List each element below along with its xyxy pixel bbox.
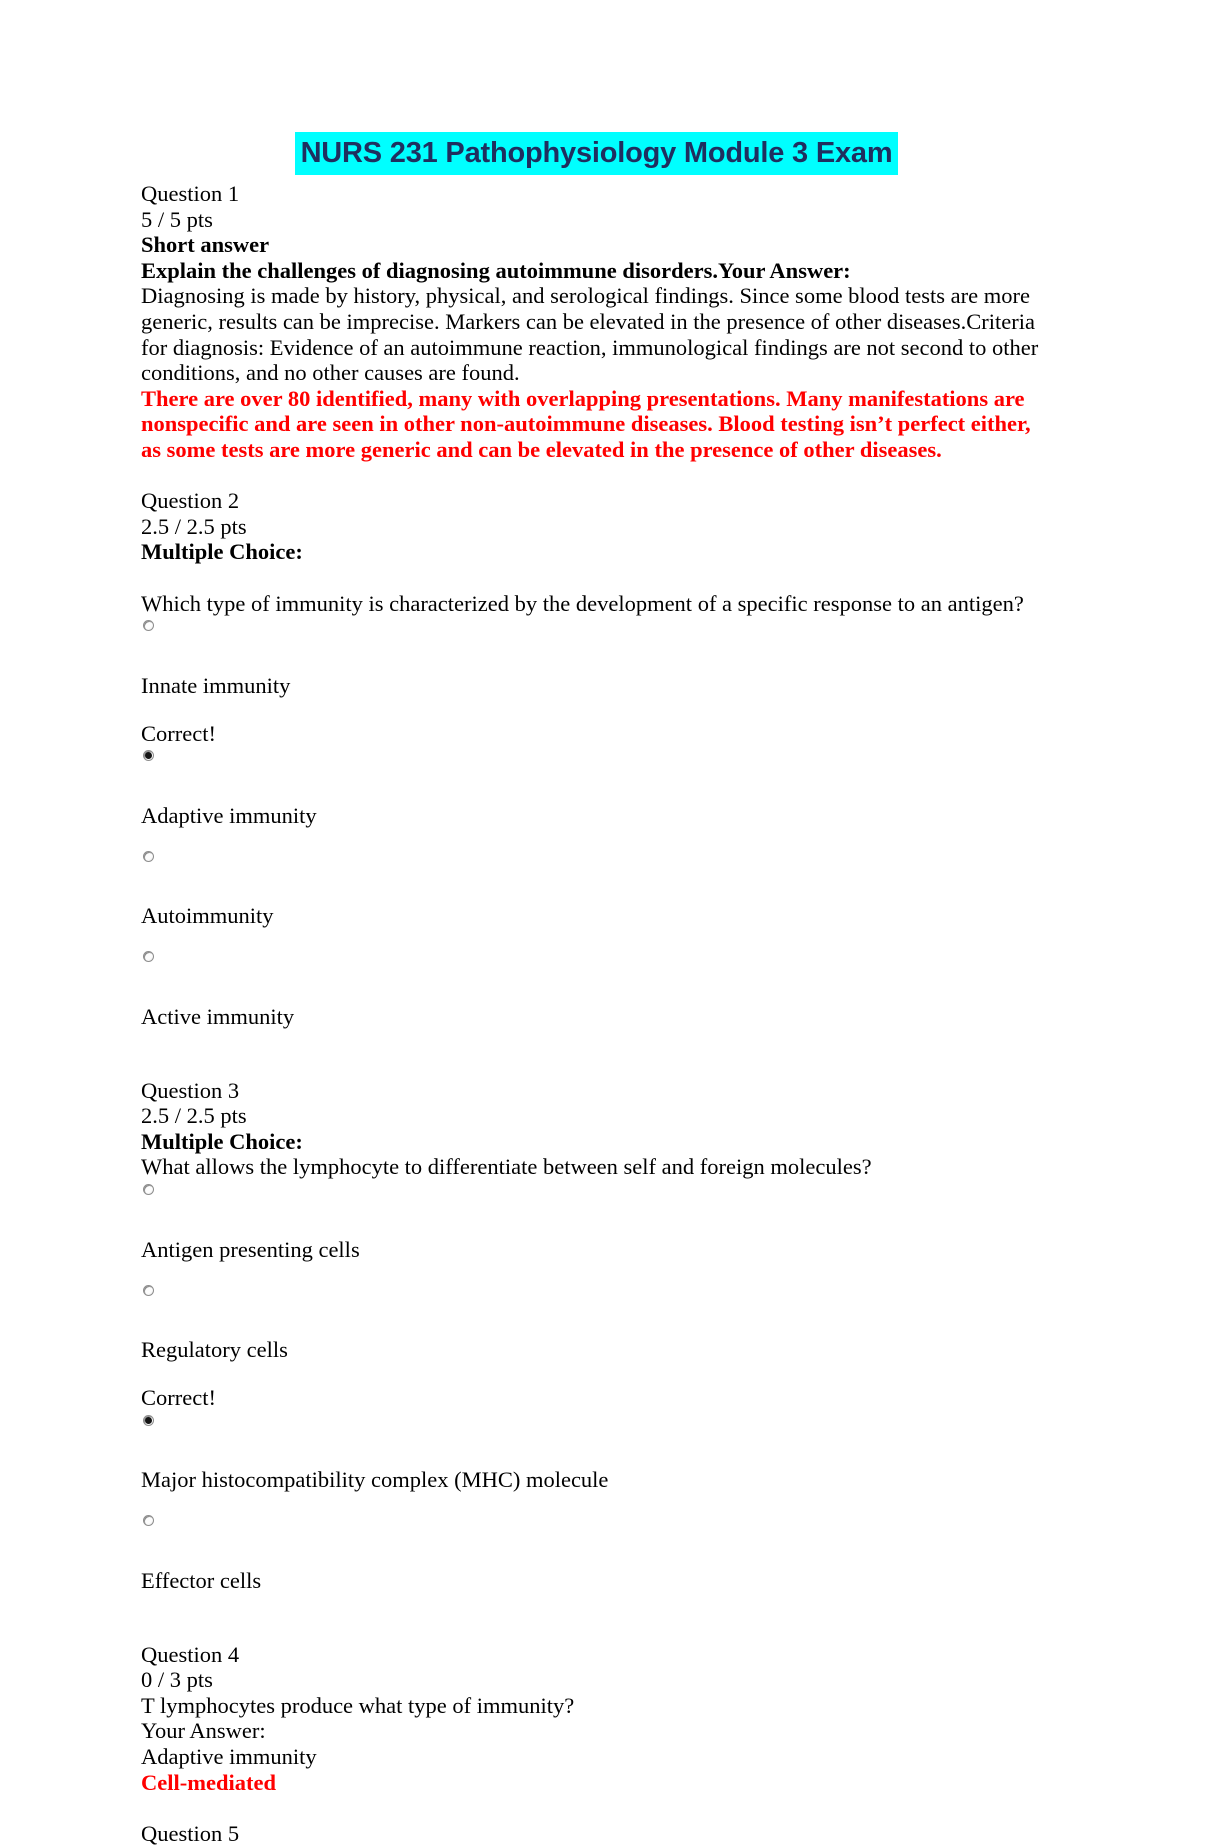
answer-option[interactable] bbox=[141, 1415, 1052, 1493]
option-gap bbox=[141, 1195, 1052, 1214]
answer-option[interactable] bbox=[141, 1515, 1052, 1593]
answer-option-label: Antigen presenting cells bbox=[141, 1236, 360, 1262]
instructor-feedback: Cell-mediated bbox=[141, 1769, 276, 1795]
answer-option-label: Regulatory cells bbox=[141, 1337, 288, 1363]
question-type-label: Multiple Choice: bbox=[141, 1128, 303, 1154]
student-answer-text: Adaptive immunity bbox=[141, 1743, 317, 1769]
option-gap bbox=[141, 1526, 1052, 1545]
correct-marker: Correct! bbox=[141, 720, 216, 746]
question-points: 5 / 5 pts bbox=[141, 206, 213, 232]
option-gap bbox=[141, 1426, 1052, 1445]
option-gap bbox=[141, 1296, 1052, 1315]
question-prompt: What allows the lymphocyte to differentiate between self and foreign molecules? bbox=[141, 1154, 872, 1180]
question-points: 0 / 3 pts bbox=[141, 1667, 213, 1693]
question-block-2 bbox=[141, 488, 1052, 1029]
answer-option-label: Active immunity bbox=[141, 1003, 295, 1029]
page-title: NURS 231 Pathophysiology Module 3 Exam bbox=[295, 132, 899, 175]
radio-button-icon[interactable] bbox=[143, 851, 154, 862]
question-type-label: Multiple Choice: bbox=[141, 539, 303, 565]
instructor-feedback: There are over 80 identified, many with overlapping presentations. Many manifestations are nonspecific and are seen in other non-autoimmune diseases. Blood testing isn’t perfect either, as some tests are more generic and can be elevated in the presence of other diseases. bbox=[141, 385, 1031, 462]
radio-button-selected-icon[interactable] bbox=[143, 750, 154, 761]
answer-option-label: Effector cells bbox=[141, 1567, 262, 1593]
option-gap bbox=[141, 962, 1052, 981]
answer-option-label: Innate immunity bbox=[141, 672, 291, 698]
radio-button-icon[interactable] bbox=[143, 620, 154, 631]
question-prompt: T lymphocytes produce what type of immunity? bbox=[141, 1692, 575, 1718]
answer-option-label: Autoimmunity bbox=[141, 903, 274, 929]
answer-option-label: Adaptive immunity bbox=[141, 802, 317, 828]
question-points: 2.5 / 2.5 pts bbox=[141, 1103, 247, 1129]
question-number: Question 3 bbox=[141, 1077, 240, 1103]
question-points: 2.5 / 2.5 pts bbox=[141, 513, 247, 539]
answer-option[interactable] bbox=[141, 951, 1052, 1029]
question-block-3 bbox=[141, 1078, 1052, 1594]
section-spacer bbox=[141, 1795, 1052, 1821]
question-number: Question 2 bbox=[141, 488, 240, 514]
section-spacer bbox=[141, 1616, 1052, 1642]
radio-button-icon[interactable] bbox=[143, 1515, 154, 1526]
prompt-spacer bbox=[141, 565, 1052, 591]
question-prompt: Explain the challenges of diagnosing autoimmune disorders.Your Answer: bbox=[141, 257, 851, 283]
answer-option-label: Major histocompatibility complex (MHC) molecule bbox=[141, 1467, 609, 1493]
question-number: Question 1 bbox=[141, 181, 240, 206]
question-block-4 bbox=[141, 1642, 1052, 1796]
option-gap bbox=[141, 761, 1052, 780]
answer-option[interactable] bbox=[141, 1184, 1052, 1262]
question-block-5 bbox=[141, 1821, 1052, 1846]
question-type-label: Short answer bbox=[141, 232, 270, 258]
radio-button-selected-icon[interactable] bbox=[143, 1415, 154, 1426]
question-prompt: Which type of immunity is characterized by the development of a specific response to an antigen? bbox=[141, 590, 1024, 616]
answer-option[interactable] bbox=[141, 1285, 1052, 1363]
section-spacer bbox=[141, 463, 1052, 489]
answer-option[interactable] bbox=[141, 620, 1052, 698]
question-number: Question 5 bbox=[141, 1820, 240, 1846]
page-title-row bbox=[141, 132, 1052, 175]
option-gap bbox=[141, 862, 1052, 881]
radio-button-icon[interactable] bbox=[143, 1184, 154, 1195]
answer-option[interactable] bbox=[141, 851, 1052, 929]
radio-button-icon[interactable] bbox=[143, 951, 154, 962]
correct-marker: Correct! bbox=[141, 1385, 216, 1411]
question-number: Question 4 bbox=[141, 1641, 240, 1667]
section-spacer bbox=[141, 1052, 1052, 1078]
question-block-1 bbox=[141, 181, 1052, 463]
answer-option[interactable] bbox=[141, 750, 1052, 828]
student-answer-text: Diagnosing is made by history, physical, and serological findings. Since some blood tests are more generic, results can be imprecise. Markers can be elevated in the presence of other diseases.Criteria for diagnosis: Evidence of an autoimmune reaction, immunological findings are not second to other conditions, and no other causes are found. bbox=[141, 283, 1039, 386]
your-answer-label: Your Answer: bbox=[141, 1718, 266, 1744]
radio-button-icon[interactable] bbox=[143, 1285, 154, 1296]
option-gap bbox=[141, 631, 1052, 650]
